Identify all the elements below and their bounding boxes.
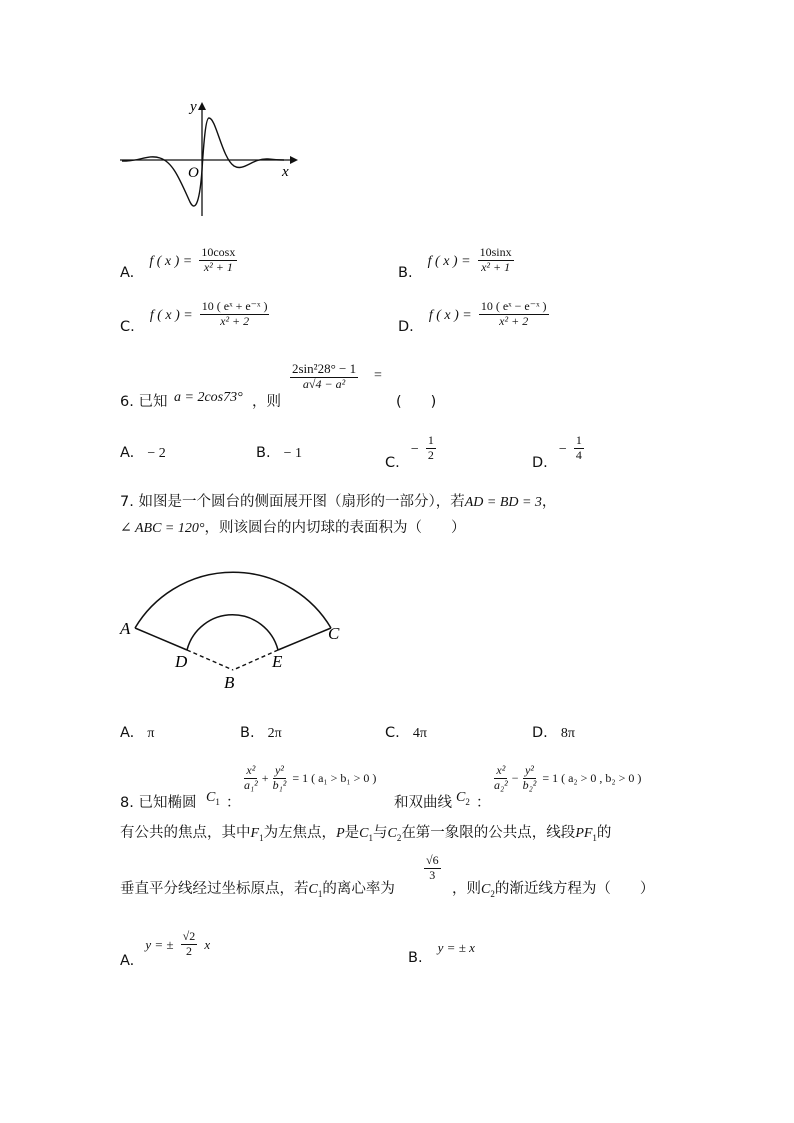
frac-denominator: b₂² [522, 777, 537, 792]
option-value: 8π [560, 726, 575, 741]
frac-denominator: x² + 1 [481, 259, 511, 274]
point-c-label: C [328, 624, 340, 643]
q5-option-b[interactable] [398, 246, 516, 281]
frac-numerator: √6 [426, 853, 439, 867]
frac-numerator: y² [524, 763, 534, 777]
c1-letter: C [308, 882, 318, 897]
frac-numerator: 1 [427, 433, 434, 447]
point-d-label: D [175, 652, 188, 671]
frac-numerator: 10 ( eˣ − e⁻ˣ ) [480, 299, 547, 313]
q8-text: 为左焦点， [263, 825, 337, 841]
q7-option-c[interactable] [385, 722, 427, 742]
f1-symbol [251, 826, 264, 841]
option-value: π [147, 726, 155, 741]
q8-text: 的 [596, 825, 612, 841]
frac-denominator: b₁² [272, 777, 287, 792]
origin-label: O [188, 165, 199, 181]
q5-option-a[interactable] [120, 246, 239, 281]
option-value: 2π [267, 726, 282, 741]
frac-denominator: x² + 1 [203, 259, 233, 274]
q8-text-part: 的渐近线方程为（ ） [494, 881, 655, 897]
c2-subscript: 2 [465, 796, 470, 807]
inner-arc [187, 615, 278, 650]
p-symbol: P [336, 826, 345, 841]
q7-option-d[interactable] [532, 722, 575, 742]
q6-option-c[interactable] [385, 434, 438, 471]
option-fraction [479, 300, 549, 329]
frac-numerator: x² [246, 763, 256, 777]
segment-ad [135, 628, 187, 650]
c2-letter: C [481, 882, 491, 897]
hyperbola-equation [490, 764, 641, 793]
frac-denominator: a√4 − a² [302, 376, 346, 391]
q8-line1 [120, 764, 680, 814]
q8-text: 在第一象限的公共点，线段 [401, 825, 576, 841]
minus-sign: − [511, 770, 519, 785]
frac-denominator: 4 [575, 447, 582, 462]
ellipse-condition: = 1 ( a₁ > b₁ > 0 ) [292, 770, 377, 785]
c2-subscript: 2 [396, 832, 402, 843]
q8-line3 [120, 850, 680, 899]
q6-start: 6. 已知 [120, 394, 168, 410]
frac-numerator: 10cosx [201, 245, 236, 259]
q7-line2 [120, 516, 465, 537]
q8-text-part: ，则 [452, 881, 481, 897]
q6-equals: = [374, 368, 382, 383]
q7-line1 [120, 490, 556, 511]
q8-text: 有公共的焦点，其中 [120, 825, 251, 841]
option-fraction [426, 434, 436, 463]
c1-subscript: 1 [317, 888, 323, 899]
pf1-symbol [575, 826, 597, 841]
q6-blank: ( ) [396, 394, 437, 410]
hyperbola-condition: = 1 ( a₂ > 0 , b₂ > 0 ) [542, 770, 642, 785]
option-label: D. [532, 725, 548, 741]
y-axis-label: y [190, 99, 197, 115]
q8-option-a[interactable] [120, 930, 210, 969]
frac-numerator: x² [496, 763, 506, 777]
frac-numerator: 10sinx [479, 245, 512, 259]
option-label: A. [120, 445, 135, 461]
q8-colon-2: ： [476, 795, 491, 811]
q6-then: ，则 [252, 394, 281, 410]
option-label: B. [240, 725, 255, 741]
option-label: B. [256, 445, 271, 461]
c2-symbol [481, 882, 495, 897]
frac-denominator: 3 [429, 867, 436, 882]
option-value: − 2 [147, 446, 166, 461]
point-b-label: B [224, 673, 235, 692]
q6-option-a[interactable] [120, 442, 166, 462]
f-prefix: f ( x ) = [428, 307, 472, 323]
frac-numerator: 1 [575, 433, 582, 447]
x-axis-label: x [282, 164, 289, 180]
frac-denominator: 2 [427, 447, 434, 462]
q5-option-c[interactable] [120, 300, 271, 335]
f-prefix: f ( x ) = [149, 253, 193, 269]
ellipse-name [206, 790, 220, 807]
option-label: D. [398, 318, 414, 335]
q8-text-part: 垂直平分线经过坐标原点，若 [120, 881, 309, 897]
option-label: B. [408, 950, 423, 966]
ellipse-frac-x [242, 764, 260, 793]
function-graph [118, 98, 298, 218]
q8-and-hyperbola: 和双曲线 [394, 795, 452, 811]
option-label: A. [120, 952, 135, 969]
option-fraction [478, 246, 514, 275]
c2-letter: C [387, 826, 397, 841]
q7-option-a[interactable] [120, 722, 154, 742]
frac-numerator: y² [274, 763, 284, 777]
q6-option-b[interactable] [256, 442, 302, 462]
q7-text: ，则该圆台的内切球的表面积为（ ） [204, 520, 466, 536]
option-label: C. [385, 454, 400, 471]
option-suffix: x [204, 936, 211, 952]
option-label: C. [120, 318, 135, 335]
f-prefix: f ( x ) = [149, 307, 193, 323]
hyperbola-frac-x [492, 764, 510, 793]
option-label: A. [120, 725, 135, 741]
option-label: B. [398, 264, 413, 281]
q8-line2 [120, 821, 611, 843]
c1-subscript: 1 [215, 796, 220, 807]
q7-comma: ， [541, 494, 557, 510]
c1-symbol [359, 826, 373, 841]
ellipse-frac-y [271, 764, 289, 793]
option-prefix: y = ± [145, 936, 174, 952]
option-value: − 1 [283, 446, 303, 461]
frac-denominator: a₁² [244, 777, 258, 792]
frac-denominator: a₂² [494, 777, 508, 792]
q8-start: 8. 已知椭圆 [120, 795, 197, 811]
f1-subscript: 1 [259, 832, 264, 843]
ellipse-equation [240, 764, 376, 793]
option-fraction [574, 434, 584, 463]
q6-option-d[interactable] [532, 434, 586, 471]
f1-letter: F [250, 826, 260, 841]
c2-symbol [387, 826, 401, 841]
frac-denominator: 2 [185, 943, 192, 958]
f-prefix: f ( x ) = [427, 253, 471, 269]
frac-numerator: 2sin²28° − 1 [292, 361, 357, 376]
c1-letter: C [206, 790, 216, 805]
frac-denominator: x² + 2 [499, 313, 529, 328]
q8-text-part: 的离心率为 [322, 881, 395, 897]
option-label: A. [120, 264, 135, 281]
c2-letter: C [456, 790, 466, 805]
y-axis-arrow [198, 102, 206, 110]
c1-subscript: 1 [368, 832, 373, 843]
x-axis-arrow [290, 156, 298, 164]
frac-numerator: 10 ( eˣ + e⁻ˣ ) [201, 299, 268, 313]
option-fraction [199, 246, 237, 275]
hyperbola-frac-y [521, 764, 539, 793]
function-curve [122, 118, 284, 206]
segment-ec [278, 628, 331, 650]
q7-angle: ∠ ABC = 120° [120, 521, 205, 536]
q8-text: 是 [344, 825, 360, 841]
point-e-label: E [272, 652, 283, 671]
sector-figure [118, 560, 358, 695]
pf1-letters: PF [575, 826, 593, 841]
option-label: C. [385, 725, 400, 741]
pf1-subscript: 1 [592, 832, 597, 843]
q7-option-b[interactable] [240, 722, 282, 742]
q6-expression [290, 362, 358, 392]
eccentricity-fraction [424, 854, 441, 883]
q8-text [452, 877, 654, 899]
q8-text [120, 877, 395, 899]
option-fraction [181, 930, 198, 959]
hyperbola-name [456, 790, 470, 807]
c2-subscript: 2 [490, 888, 495, 899]
option-value: y = ± x [437, 940, 475, 955]
q7-text: 7. 如图是一个圆台的侧面展开图（扇形的一部分），若 [120, 494, 465, 510]
q8-option-b[interactable] [408, 940, 475, 966]
segment-db-dashed [187, 650, 233, 670]
frac-denominator: x² + 2 [220, 313, 250, 328]
point-a-label: A [120, 619, 131, 638]
q8-colon: ： [226, 795, 241, 811]
q7-condition: AD = BD = 3 [464, 495, 542, 510]
outer-arc [135, 572, 331, 628]
option-sign: − [558, 441, 567, 457]
option-fraction [200, 300, 270, 329]
option-label: D. [532, 454, 548, 471]
plus-sign: + [261, 770, 269, 785]
q8-text: 与 [372, 825, 388, 841]
c1-symbol [309, 882, 323, 897]
option-value: 4π [412, 726, 427, 741]
q5-option-d[interactable] [398, 300, 551, 335]
option-sign: − [410, 441, 419, 457]
frac-numerator: √2 [182, 929, 196, 943]
q6-given: a = 2cos73° [174, 390, 243, 405]
c1-letter: C [359, 826, 369, 841]
